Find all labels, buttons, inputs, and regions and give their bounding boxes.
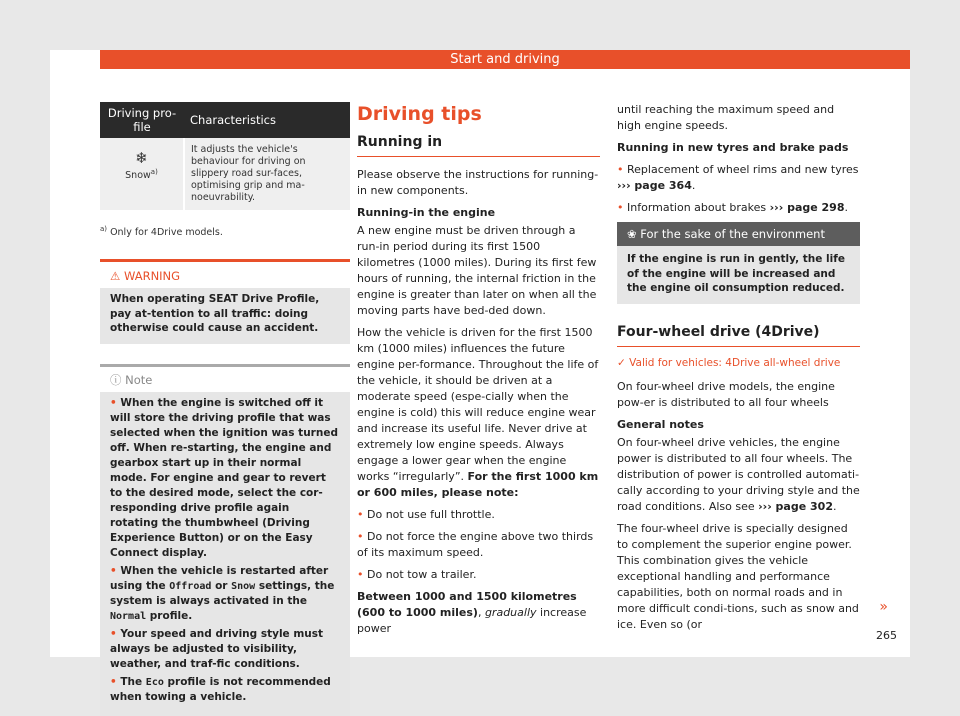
environment-text: If the engine is run in gently, the life of the engine will be increased and the engine oil consumption reduced.: [627, 253, 845, 294]
validity-note: ✓ Valid for vehicles: 4Drive all-wheel drive: [617, 356, 841, 369]
note-header: [100, 367, 350, 392]
table-header-characteristics: Characteristics: [184, 102, 350, 138]
footnote-text: Only for 4Drive models.: [110, 227, 223, 239]
profile-label: Snow: [125, 170, 151, 182]
paragraph: The four-wheel drive is specially designed to complement the superior engine power. This combination gives the vehicle exceptional handling and performance capabilities, both on normal roads and in more difficult condi-tions, such as snow and ice. Even so (or: [617, 521, 859, 631]
table-row: [100, 138, 350, 210]
right-column: [617, 102, 860, 639]
list-item: • Your speed and driving style must always be adjusted to visibility, weather, and traf-fic conditions.: [110, 627, 324, 670]
paragraph: Between 1000 and 1500 kilometres (600 to 1000 miles), gradually increase power: [357, 590, 587, 635]
warning-icon: ⚠: [110, 269, 121, 284]
warning-title: WARNING: [123, 269, 181, 284]
page-link[interactable]: ››› page 364: [617, 179, 692, 192]
footnote-ref: a): [100, 225, 108, 233]
snowflake-icon: ❄: [135, 149, 148, 167]
subheading: General notes: [617, 417, 704, 431]
continue-marker: »: [879, 599, 888, 615]
left-column: [100, 102, 350, 716]
paragraph: On four-wheel drive models, the engine pow-er is distributed to all four wheels: [617, 379, 835, 409]
warning-header: [100, 262, 350, 288]
middle-column: [357, 102, 600, 643]
table-footnote: [100, 221, 350, 241]
leaf-icon: ❀: [627, 227, 637, 241]
paragraph: until reaching the maximum speed and high engine speeds.: [617, 103, 835, 132]
page-number: 265: [876, 629, 897, 642]
manual-page: [50, 50, 910, 703]
environment-box: [617, 222, 860, 304]
warning-box: [100, 259, 350, 344]
chapter-header: Start and driving: [100, 50, 910, 69]
list-item: • Replacement of wheel rims and new tyres ››› page 364.: [617, 163, 859, 192]
table-header-profile: Driving pro- file: [100, 102, 184, 138]
footnote-marker: a): [150, 168, 158, 176]
paragraph: A new engine must be driven through a run-in period during its first 1500 kilometres (1000 miles). During its first few hours of running, the internal friction in the engine is greater than later on when all the moving parts have bed-ded down.: [357, 224, 597, 317]
check-icon: ✓: [617, 356, 626, 369]
list-item: • Do not tow a trailer.: [357, 568, 477, 581]
note-title: Note: [125, 372, 153, 387]
profile-cell: [100, 138, 184, 210]
driving-profile-table: [100, 102, 350, 210]
list-item: • The Eco profile is not recommended when towing a vehicle.: [110, 675, 331, 703]
section-title: Driving tips: [357, 103, 482, 125]
note-box: [100, 364, 350, 716]
page-link[interactable]: ››› page 298: [769, 201, 845, 214]
page-link[interactable]: ››› page 302: [758, 499, 833, 513]
subheading: Running in new tyres and brake pads: [617, 141, 849, 154]
subheading: Running-in the engine: [357, 206, 496, 219]
subsection-title: Running in: [357, 134, 600, 157]
profile-description: It adjusts the vehicle's behaviour for driving on slippery road sur-faces, optimising grip and ma-noeuvrability.: [184, 138, 350, 210]
subsection-title: Four-wheel drive (4Drive): [617, 324, 860, 347]
list-item: • Information about brakes ››› page 298.: [617, 201, 848, 214]
warning-text: When operating SEAT Drive Profile, pay at-tention to all traffic: doing otherwise could cause an accident.: [110, 293, 320, 335]
list-item: • Do not use full throttle.: [357, 508, 495, 521]
environment-title: For the sake of the environment: [640, 227, 825, 241]
list-item: • When the engine is switched off it will store the driving profile that was selected when the ignition was turned off. When re-starting, the engine and gearbox start up in their normal mode. For engine and gear to revert to the desired mode, select the cor-responding drive profile again rotating the thumbwheel (Driving Experience Button) or on the Easy Connect display.: [110, 396, 338, 559]
info-icon: ⓘ: [110, 372, 122, 387]
note-body: [100, 392, 350, 716]
paragraph: On four-wheel drive vehicles, the engine power is distributed to all four wheels. The distribution of power is controlled automati-cally according to your driving style and the road conditions. Also see ››› page 302.: [617, 435, 860, 513]
paragraph: How the vehicle is driven for the first 1500 km (1000 miles) influences the future engine per-formance. Throughout the life of the vehicle, it should be driven at a moderate speed (espe-cially when the engine is cold) this will reduce engine wear and increase its useful life. Never drive at extremely low engine speeds. Always engage a lower gear when the engine works “irregularly”. For the first 1000 km or 600 miles, please note:: [357, 326, 599, 499]
list-item: • Do not force the engine above two thirds of its maximum speed.: [357, 530, 594, 559]
paragraph: Please observe the instructions for running-in new components.: [357, 168, 599, 197]
list-item: • When the vehicle is restarted after using the Offroad or Snow settings, the system is always activated in the Normal profile.: [110, 564, 335, 622]
environment-header: [617, 222, 860, 246]
